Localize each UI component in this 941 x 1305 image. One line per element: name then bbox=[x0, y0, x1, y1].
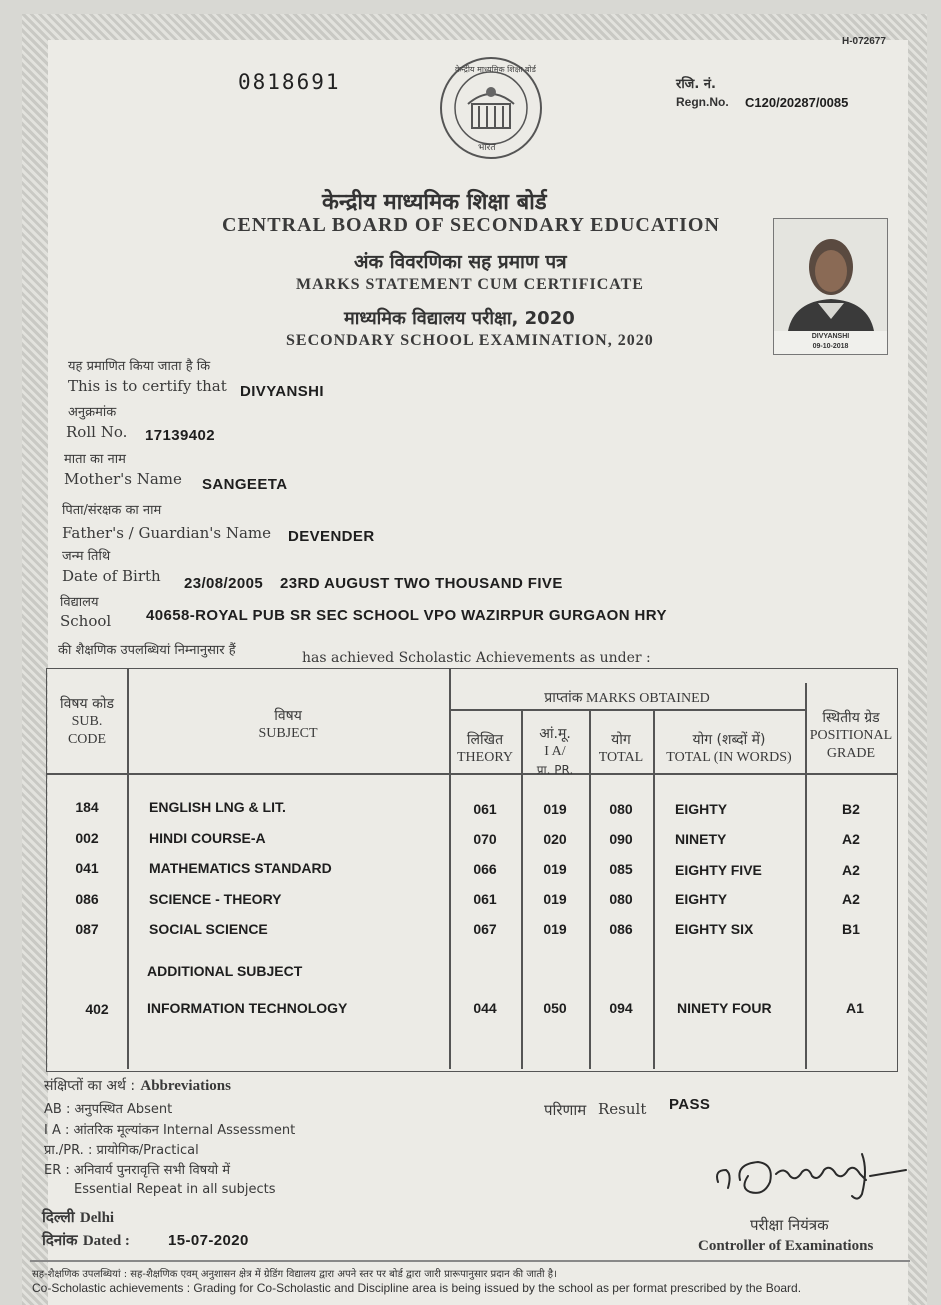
header-marks-obtained: प्राप्तांक MARKS OBTAINED bbox=[544, 690, 710, 706]
student-photo-icon bbox=[774, 219, 887, 331]
controller-title-hindi: परीक्षा नियंत्रक bbox=[750, 1216, 829, 1234]
abbr-essential-repeat: ER : अनिवार्य पुनरावृत्ति सभी विषयो में bbox=[44, 1163, 231, 1178]
roll-label-hindi: अनुक्रमांक bbox=[68, 405, 117, 420]
statement-title: MARKS STATEMENT CUM CERTIFICATE bbox=[296, 276, 644, 293]
place: दिल्ली Delhi bbox=[42, 1208, 115, 1226]
school-name: 40658-ROYAL PUB SR SEC SCHOOL VPO WAZIRPUR GURGAON HRY bbox=[146, 607, 667, 624]
certify-label: This is to certify that bbox=[68, 377, 227, 395]
exam-title-hindi: माध्यमिक विद्यालय परीक्षा, 2020 bbox=[344, 308, 575, 329]
issue-date: 15-07-2020 bbox=[168, 1232, 249, 1249]
abbr-internal-assessment: I A : आंतरिक मूल्यांकन Internal Assessment bbox=[44, 1123, 296, 1138]
statement-title-hindi: अंक विवरणिका सह प्रमाण पत्र bbox=[354, 251, 567, 273]
co-scholastic-note-hindi: सह-शैक्षणिक उपलब्धियां : सह-शैक्षणिक एवम् अनुशासन क्षेत्र में ग्रेडिंग विद्यालय द्वारा अपने स्तर पर बोर्ड द्वारा जारी प्रारूपानुसार प्रदान की जाती है। bbox=[32, 1269, 557, 1280]
result-value: PASS bbox=[669, 1096, 711, 1113]
dob-value: 23/08/2005 bbox=[184, 575, 264, 592]
school-label-hindi: विद्यालय bbox=[60, 595, 99, 610]
header-ia: आं.मू. I A/ प्रा. PR. bbox=[536, 726, 574, 777]
dob-label: Date of Birth bbox=[62, 567, 161, 585]
school-label: School bbox=[60, 612, 112, 630]
abbreviations-title: संक्षिप्तों का अर्थ : Abbreviations bbox=[44, 1078, 231, 1094]
top-right-code: H-072677 bbox=[842, 36, 886, 47]
board-title-hindi: केन्द्रीय माध्यमिक शिक्षा बोर्ड bbox=[322, 190, 547, 215]
controller-title: Controller of Examinations bbox=[698, 1238, 874, 1254]
emblem-text: केन्द्रीय माध्यमिक शिक्षा बोर्ड bbox=[455, 65, 536, 74]
serial-number: 0818691 bbox=[238, 70, 341, 94]
header-sub-code: विषय कोड SUB. CODE bbox=[60, 696, 114, 747]
photo-caption-date: 09-10-2018 bbox=[812, 343, 849, 350]
header-theory: लिखित THEORY bbox=[457, 732, 513, 765]
father-name: DEVENDER bbox=[288, 528, 375, 545]
achieved-label: has achieved Scholastic Achievements as under : bbox=[302, 650, 651, 666]
mother-name: SANGEETA bbox=[202, 476, 288, 493]
dob-words: 23RD AUGUST TWO THOUSAND FIVE bbox=[280, 575, 563, 592]
exam-title: SECONDARY SCHOOL EXAMINATION, 2020 bbox=[286, 332, 654, 349]
roll-number: 17139402 bbox=[145, 427, 215, 444]
regn-number: C120/20287/0085 bbox=[745, 95, 849, 110]
abbr-absent: AB : अनुपस्थित Absent bbox=[44, 1102, 173, 1117]
father-label: Father's / Guardian's Name bbox=[62, 524, 271, 542]
co-scholastic-note: Co-Scholastic achievements : Grading for Co-Scholastic and Discipline area is being issued by the school as per format prescribed by the Board. bbox=[32, 1281, 802, 1295]
header-total: योग TOTAL bbox=[598, 732, 644, 765]
certify-label-hindi: यह प्रमाणित किया जाता है कि bbox=[68, 359, 211, 374]
abbr-essential-repeat-en: Essential Repeat in all subjects bbox=[74, 1182, 276, 1197]
footer-divider bbox=[30, 1260, 910, 1262]
achieved-label-hindi: की शैक्षणिक उपलब्धियां निम्नानुसार हैं bbox=[58, 643, 236, 658]
result-label: Result bbox=[598, 1100, 647, 1118]
dob-label-hindi: जन्म तिथि bbox=[62, 549, 111, 564]
father-label-hindi: पिता/संरक्षक का नाम bbox=[62, 503, 162, 518]
header-grade: स्थितीय ग्रेड POSITIONAL GRADE bbox=[809, 710, 893, 761]
mother-label-hindi: माता का नाम bbox=[64, 452, 126, 467]
roll-label: Roll No. bbox=[66, 423, 128, 441]
board-title: CENTRAL BOARD OF SECONDARY EDUCATION bbox=[222, 214, 720, 236]
dated-label: दिनांक Dated : bbox=[42, 1231, 130, 1249]
regn-label: Regn.No. bbox=[676, 95, 729, 109]
candidate-photo bbox=[773, 218, 888, 355]
regn-label-hindi: रजि. नं. bbox=[676, 77, 716, 92]
result-label-hindi: परिणाम bbox=[544, 1101, 587, 1119]
marks-table: विषय कोड SUB. CODE विषय SUBJECT प्राप्तांक MARKS OBTAINED लिखित THEORY आं.मू. I A/ प्रा. PR. योग TOTAL योग (शब्दों में) TOTAL (IN WORDS) स्थितीय ग्रेड POSITIONAL GRADE 184 ENGLISH LNG & LIT. 061 019 080 EIGHTY B2 002 HINDI COURSE-A 070 020 090 NINETY A2 041 MATHEMATICS STANDARD 066 019 085 EIGHTY FIVE A2 086 SCIENCE - THEORY 061 019 080 EIGHTY A2 087 SOCIAL SCIENCE 067 019 086 EIGHTY SIX B1 ADDITIONAL SUBJECT 402 INFORMATION TECHNOLOGY 044 050 094 NINETY FOUR A1 bbox=[46, 668, 898, 1072]
controller-signature-icon bbox=[710, 1140, 910, 1210]
candidate-name: DIVYANSHI bbox=[240, 383, 324, 400]
abbr-practical: प्रा./PR. : प्रायोगिक/Practical bbox=[44, 1143, 199, 1158]
photo-caption-name: DIVYANSHI bbox=[811, 333, 850, 340]
header-subject: विषय SUBJECT bbox=[258, 708, 318, 741]
mother-label: Mother's Name bbox=[64, 470, 182, 488]
emblem-bottom-text: भारत bbox=[478, 143, 496, 153]
header-total-words: योग (शब्दों में) TOTAL (IN WORDS) bbox=[666, 732, 792, 765]
additional-subject-label: ADDITIONAL SUBJECT bbox=[147, 963, 303, 979]
